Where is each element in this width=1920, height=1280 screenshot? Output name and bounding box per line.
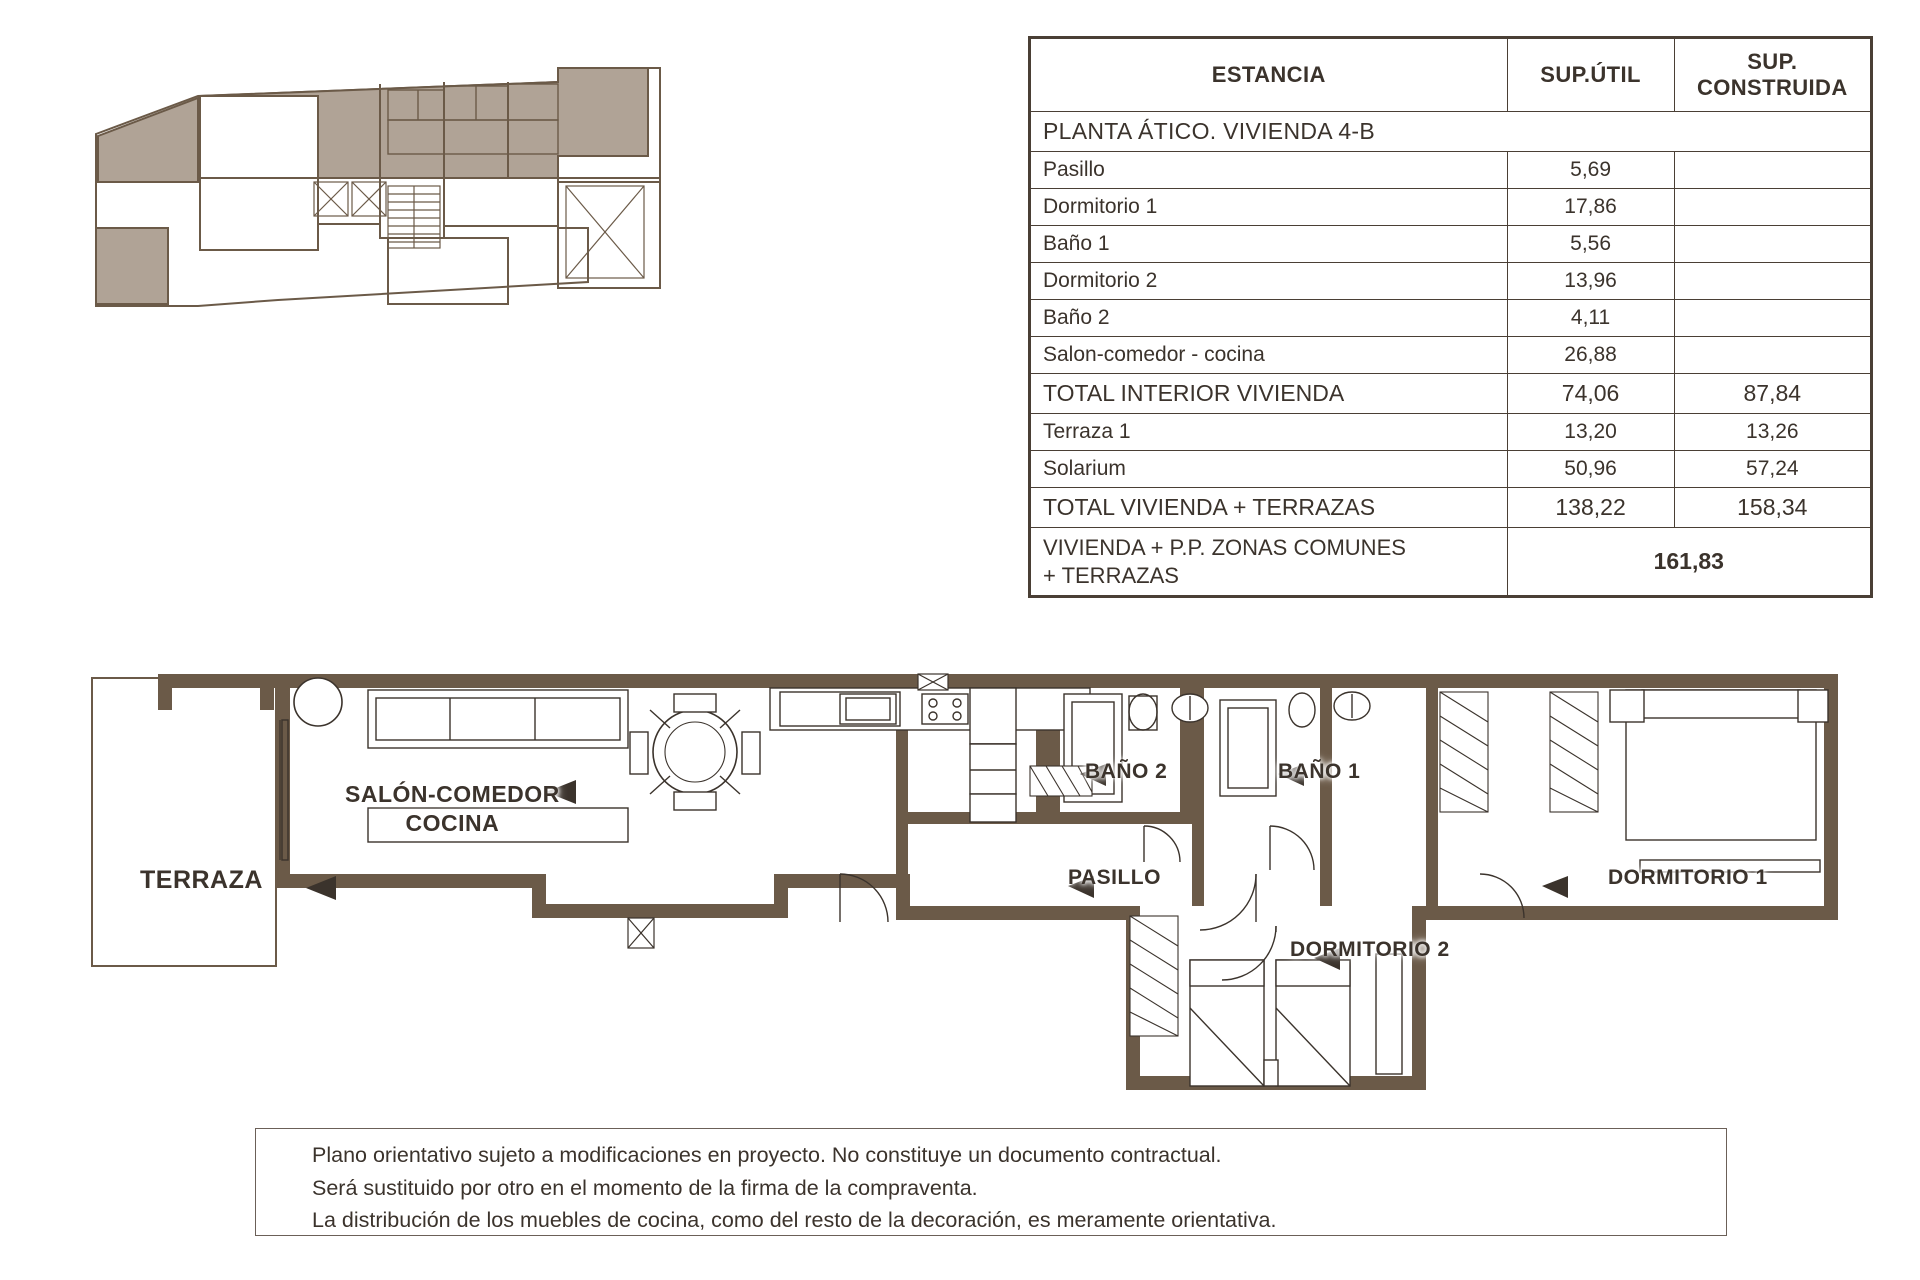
key-plan-drawing xyxy=(88,60,668,315)
table-row xyxy=(1031,189,1871,226)
table-row-final xyxy=(1031,528,1871,596)
room-name: Baño 2 xyxy=(1031,300,1508,337)
room-name: Pasillo xyxy=(1031,152,1508,189)
table-row xyxy=(1031,263,1871,300)
terrace-sup-construida: 57,24 xyxy=(1674,451,1870,488)
room-name: Dormitorio 1 xyxy=(1031,189,1508,226)
terrace-sup-construida: 13,26 xyxy=(1674,414,1870,451)
terrace-sup-util: 50,96 xyxy=(1507,451,1674,488)
table-row-section xyxy=(1031,112,1871,152)
header-sup-util: SUP.ÚTIL xyxy=(1507,39,1674,112)
table-row-total-interior xyxy=(1031,374,1871,414)
room-label-terraza: TERRAZA xyxy=(140,866,263,894)
header-sup-construida xyxy=(1674,39,1870,112)
table-row xyxy=(1031,337,1871,374)
room-sup-util: 13,96 xyxy=(1507,263,1674,300)
disclaimer-box xyxy=(255,1128,1727,1236)
terrace-sup-util: 13,20 xyxy=(1507,414,1674,451)
room-sup-construida xyxy=(1674,152,1870,189)
final-label-line1: VIVIENDA + P.P. ZONAS COMUNES xyxy=(1043,535,1406,560)
table-header-row xyxy=(1031,39,1871,112)
total-terraces-label: TOTAL VIVIENDA + TERRAZAS xyxy=(1031,488,1508,528)
areas-table xyxy=(1030,38,1871,596)
room-sup-construida xyxy=(1674,226,1870,263)
header-estancia: ESTANCIA xyxy=(1031,39,1508,112)
room-sup-util: 5,69 xyxy=(1507,152,1674,189)
final-label-line2: + TERRAZAS xyxy=(1043,562,1179,588)
total-interior-constr: 87,84 xyxy=(1674,374,1870,414)
total-interior-util: 74,06 xyxy=(1507,374,1674,414)
table-row xyxy=(1031,414,1871,451)
room-label-salon-line2: COCINA xyxy=(405,810,500,837)
room-sup-util: 4,11 xyxy=(1507,300,1674,337)
table-row xyxy=(1031,226,1871,263)
room-label-salon-line1: SALÓN-COMEDOR xyxy=(345,781,560,807)
header-sup-construida-line2: CONSTRUIDA xyxy=(1696,75,1848,100)
room-sup-util: 5,56 xyxy=(1507,226,1674,263)
room-name: Baño 1 xyxy=(1031,226,1508,263)
room-sup-construida xyxy=(1674,337,1870,374)
disclaimer-line-3: La distribución de los muebles de cocina, como del resto de la decoración, es meramente orientativa. xyxy=(312,1208,1277,1233)
floorplan-drawing xyxy=(80,660,1880,1110)
table-row xyxy=(1031,451,1871,488)
table-head xyxy=(1031,39,1871,112)
table-row-total-terraces xyxy=(1031,488,1871,528)
disclaimer-line-1: Plano orientativo sujeto a modificaciones en proyecto. No constituye un documento contractual. xyxy=(312,1143,1222,1167)
total-terraces-util: 138,22 xyxy=(1507,488,1674,528)
room-sup-construida xyxy=(1674,300,1870,337)
room-label-bano-2: BAÑO 2 xyxy=(1085,760,1168,783)
main-floorplan xyxy=(80,660,1880,1110)
terrace-name: Terraza 1 xyxy=(1031,414,1508,451)
room-sup-construida xyxy=(1674,189,1870,226)
table-row xyxy=(1031,300,1871,337)
table-row xyxy=(1031,152,1871,189)
final-value: 161,83 xyxy=(1507,528,1870,596)
room-name: Dormitorio 2 xyxy=(1031,263,1508,300)
section-title: PLANTA ÁTICO. VIVIENDA 4-B xyxy=(1031,112,1871,152)
room-label-dormitorio-2: DORMITORIO 2 xyxy=(1290,938,1450,961)
room-label-pasillo: PASILLO xyxy=(1068,866,1161,889)
terrace-outline xyxy=(92,678,276,966)
room-label-dormitorio-1: DORMITORIO 1 xyxy=(1608,866,1768,889)
disclaimer-line-2: Será sustituido por otro en el momento de la firma de la compraventa. xyxy=(312,1175,978,1200)
total-interior-label: TOTAL INTERIOR VIVIENDA xyxy=(1031,374,1508,414)
room-name: Salon-comedor - cocina xyxy=(1031,337,1508,374)
total-terraces-constr: 158,34 xyxy=(1674,488,1870,528)
areas-table-container xyxy=(1028,36,1873,598)
room-label-bano-1: BAÑO 1 xyxy=(1278,760,1361,783)
room-sup-construida xyxy=(1674,263,1870,300)
room-sup-util: 17,86 xyxy=(1507,189,1674,226)
table-body xyxy=(1031,112,1871,596)
final-label xyxy=(1031,528,1508,596)
room-sup-util: 26,88 xyxy=(1507,337,1674,374)
key-plan-thumbnail xyxy=(88,60,668,315)
label-pointers xyxy=(306,764,1568,970)
header-sup-construida-line1: SUP. xyxy=(1747,49,1798,74)
terrace-name: Solarium xyxy=(1031,451,1508,488)
